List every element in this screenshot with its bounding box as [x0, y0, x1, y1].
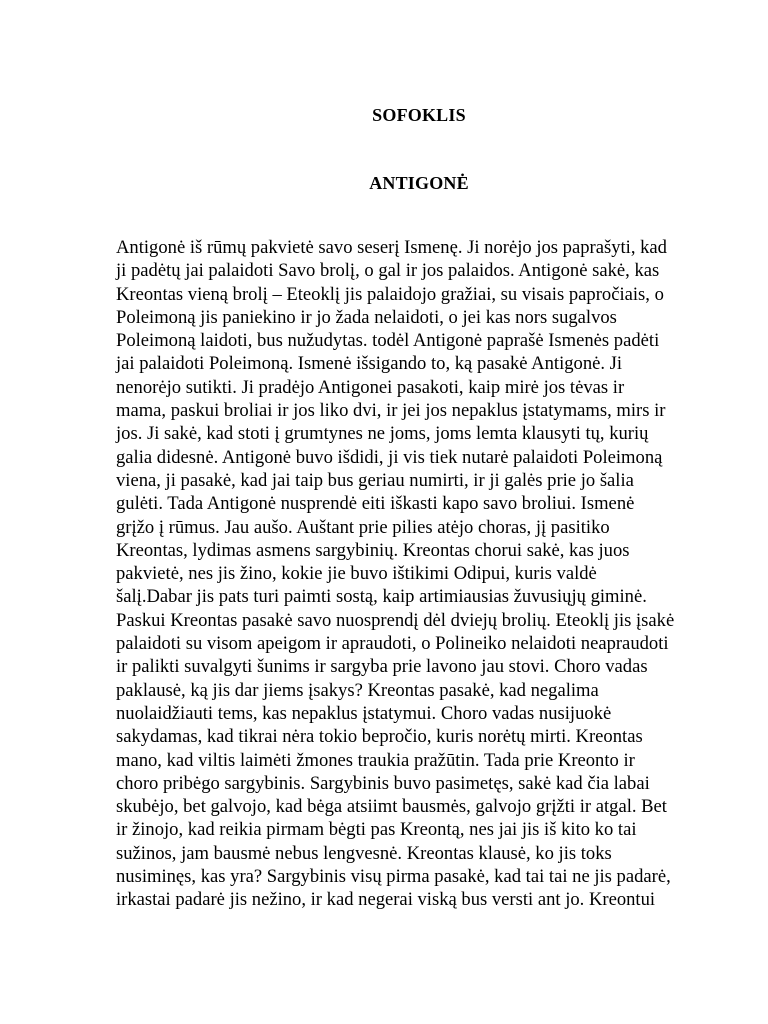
text-line: sužinos, jam bausmė nebus lengvesnė. Kreontas klausė, ko jis toks [116, 842, 612, 864]
text-line: skubėjo, bet galvojo, kad bėga atsiimt bausmės, galvojo grįžti ir atgal. Bet [116, 796, 667, 818]
text-line: Poleimoną laidoti, bus nužudytas. todėl Antigonė paprašė Ismenės padėti [116, 330, 660, 352]
text-line: mano, kad viltis laimėti žmones traukia pražūtin. Tada prie Kreonto ir [116, 749, 635, 771]
text-line: sakydamas, kad tikrai nėra tokio bepročio, kuris norėtų mirti. Kreontas [116, 726, 643, 748]
text-line: palaidoti su visom apeigom ir apraudoti, o Polineiko nelaidoti neapraudoti [116, 633, 669, 655]
title-heading: ANTIGONĖ [369, 173, 469, 193]
text-line: šalį.Dabar jis pats turi paimti sostą, kaip artimiausias žuvusiųjų giminė. [116, 586, 647, 608]
text-line: Antigonė iš rūmų pakvietė savo seserį Ismenę. Ji norėjo jos paprašyti, kad [116, 237, 667, 258]
text-line: nuolaidžiauti tems, kas nepaklus įstatymui. Choro vadas nusijuokė [116, 702, 612, 724]
text-line: nenorėjo sutikti. Ji pradėjo Antigonei pasakoti, kaip mirė jos tėvas ir [116, 376, 625, 398]
text-line: nusiminęs, kas yra? Sargybinis visų pirma pasakė, kad tai tai ne jis padarė, [116, 866, 671, 888]
text-line: Kreontas vieną brolį – Eteoklį jis palaidojo gražiai, su visais papročiais, o [116, 283, 664, 305]
text-line: Paskui Kreontas pasakė savo nuosprendį dėl dviejų brolių. Eteoklį jis įsakė [116, 609, 675, 631]
text-line: grįžo į rūmus. Jau aušo. Auštant prie pilies atėjo choras, jį pasitiko [116, 516, 610, 538]
body-paragraph [116, 236, 756, 912]
text-line: Kreontas, lydimas asmens sargybinių. Kreontas chorui sakė, kas juos [116, 539, 630, 561]
text-line: paklausė, ką jis dar jiems įsakys? Kreontas pasakė, kad negalima [116, 679, 599, 701]
text-line: ji padėtų jai palaidoti Savo brolį, o gal ir jos palaidos. Antigonė sakė, kas [116, 260, 660, 282]
text-line: ir žinojo, kad reikia pirmam bėgti pas Kreontą, nes jai jis iš kito ko tai [116, 819, 637, 841]
text-line: galia didesnė. Antigonė buvo išdidi, ji vis tiek nutarė palaidoti Poleimoną [116, 446, 663, 468]
text-line: jos. Ji sakė, kad stoti į grumtynes ne joms, joms lemta klausyti tų, kurių [116, 423, 649, 445]
text-line: choro pribėgo sargybinis. Sargybinis buvo pasimetęs, sakė kad čia labai [116, 772, 650, 794]
text-line: ir palikti suvalgyti šunims ir sargyba prie lavono jau stovi. Choro vadas [116, 656, 648, 678]
text-line: viena, ji pasakė, kad jai taip bus geriau numirti, ir ji galės prie jo šalia [116, 469, 634, 491]
text-line: gulėti. Tada Antigonė nusprendė eiti iškasti kapo savo broliui. Ismenė [116, 493, 635, 515]
author-heading: SOFOKLIS [372, 105, 466, 125]
text-line: Poleimoną jis paniekino ir jo žada nelaidoti, o jei kas nors sugalvos [116, 306, 617, 328]
text-line: pakvietė, nes jis žino, kokie jie buvo ištikimi Odipui, kuris valdė [116, 563, 597, 585]
text-line: mama, paskui broliai ir jos liko dvi, ir jei jos nepaklus įstatymams, mirs ir [116, 400, 666, 422]
text-line: jai palaidoti Poleimoną. Ismenė išsigando to, ką pasakė Antigonė. Ji [116, 353, 623, 375]
text-line: irkastai padarė jis nežino, ir kad negerai viską bus versti ant jo. Kreontui [116, 889, 656, 911]
